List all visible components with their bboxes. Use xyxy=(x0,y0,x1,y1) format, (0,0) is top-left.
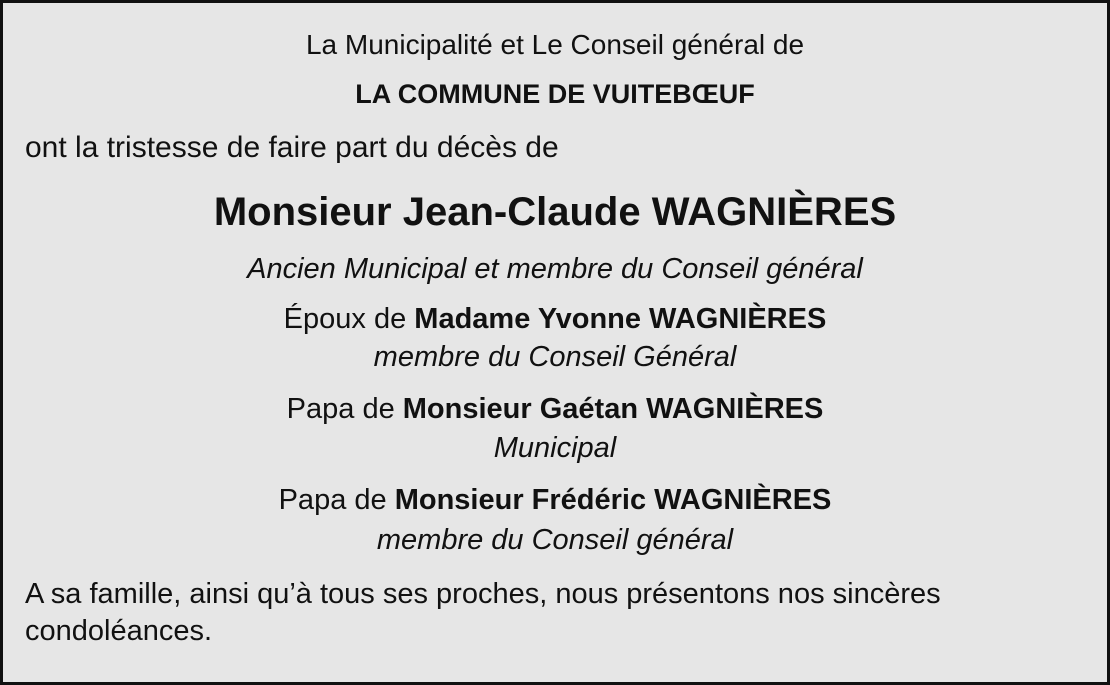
relation-prefix: Époux de xyxy=(283,303,407,335)
relation-role: Municipal xyxy=(493,432,617,464)
deceased-role: Ancien Municipal et membre du Conseil général xyxy=(247,253,863,285)
relation-role: membre du Conseil général xyxy=(376,524,734,556)
header-line: La Municipalité et Le Conseil général de xyxy=(305,29,805,60)
relation-spouse xyxy=(3,305,1107,334)
relation-prefix: Papa de xyxy=(286,393,395,425)
relation-name: Madame Yvonne WAGNIÈRES xyxy=(414,303,827,335)
relation-name: Monsieur Gaétan WAGNIÈRES xyxy=(402,393,824,425)
relation-role: membre du Conseil Général xyxy=(373,341,737,373)
relation-child-2 xyxy=(3,486,1107,515)
deceased-name: Monsieur Jean-Claude WAGNIÈRES xyxy=(213,190,897,234)
commune-name: LA COMMUNE DE VUITEBŒUF xyxy=(355,79,755,109)
relation-child-1 xyxy=(3,395,1107,424)
condolences-paragraph: A sa famille, ainsi qu’à tous ses proches, nous présentons nos sincères condoléances. xyxy=(25,578,941,647)
intro-line: ont la tristesse de faire part du décès de xyxy=(25,131,559,164)
relation-prefix: Papa de xyxy=(278,484,387,516)
relation-name: Monsieur Frédéric WAGNIÈRES xyxy=(394,484,832,516)
